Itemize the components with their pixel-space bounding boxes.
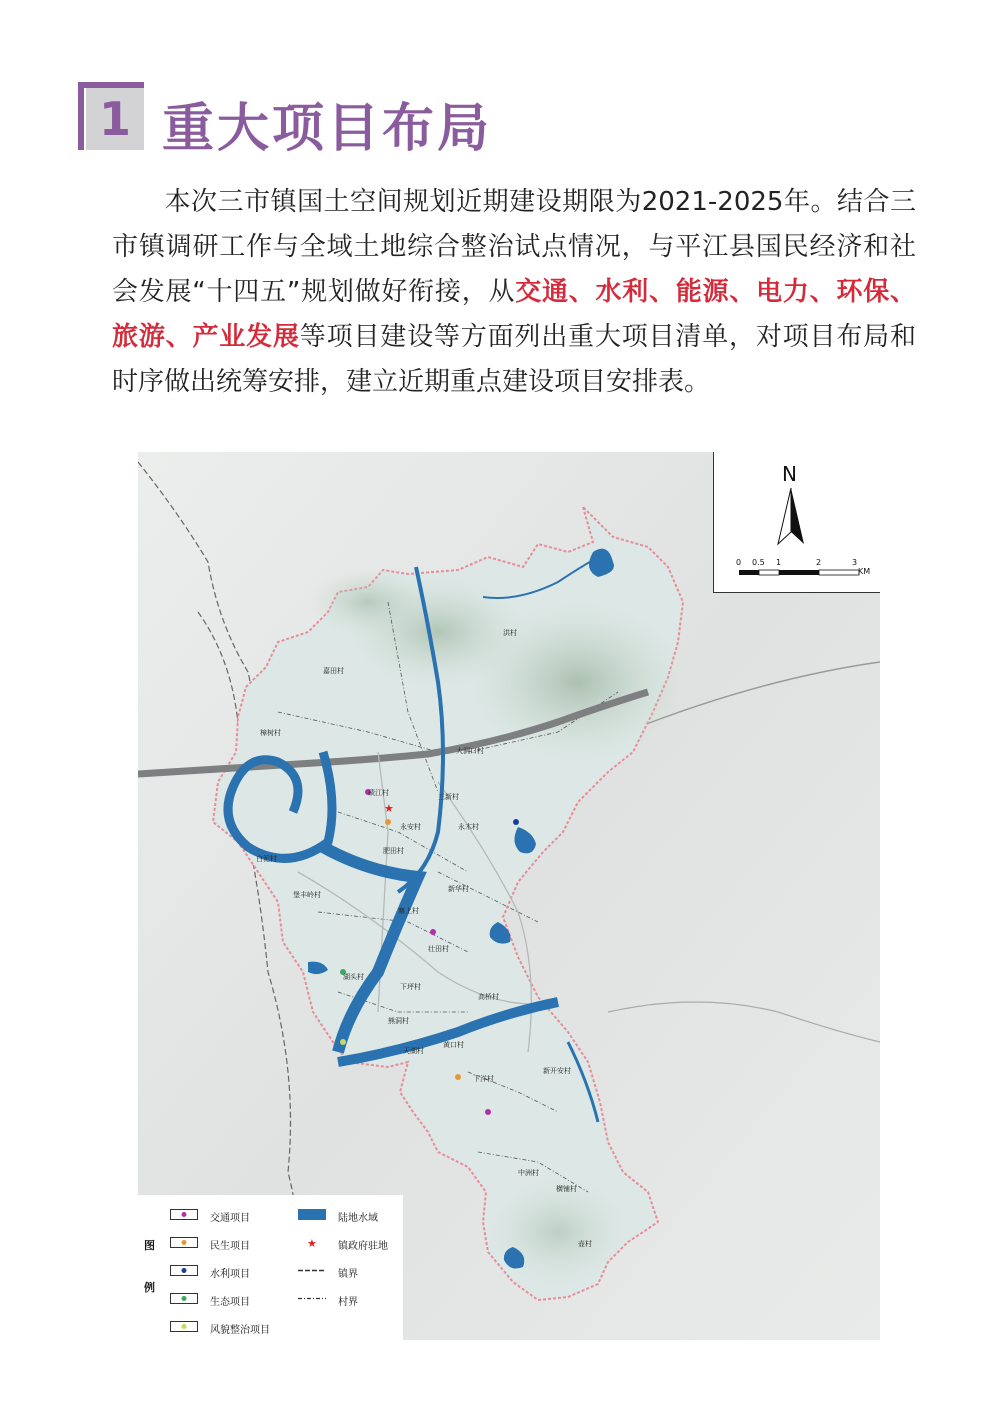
village-label: 下洋村 <box>473 1075 494 1083</box>
village-label: 高桥村 <box>478 993 499 1001</box>
village-label: 永木村 <box>458 823 479 831</box>
village-boundary-icon <box>298 1293 326 1304</box>
village-label: 新开安村 <box>543 1067 571 1075</box>
north-arrow-icon <box>714 452 880 592</box>
village-label: 熊洞村 <box>388 1017 409 1025</box>
village-label: 壮田村 <box>428 945 449 953</box>
appearance-project-icon <box>170 1321 198 1332</box>
star-icon <box>298 1237 326 1248</box>
water-project-icon <box>170 1265 198 1276</box>
hill-shade-3 <box>308 567 428 637</box>
map-legend: 图 例 交通项目 民生项目 水利项目 生态项目 风貌整治项目 陆地水域 ★ 镇政府驻地 镇界 村界 <box>138 1195 403 1340</box>
livelihood-project-icon <box>170 1237 198 1248</box>
transport-project-marker <box>485 1109 491 1115</box>
village-label: 樟树村 <box>260 729 281 737</box>
village-label: 下坪村 <box>400 983 421 991</box>
waterbody-icon <box>298 1209 326 1220</box>
village-label: 堡丰岭村 <box>293 891 321 899</box>
legend-title-char: 图 <box>144 1239 155 1252</box>
scale-tick: 0 <box>736 558 742 567</box>
village-label: 永安村 <box>400 823 421 831</box>
village-label: 壶村 <box>578 1240 592 1248</box>
scale-unit: KM <box>858 567 871 576</box>
village-label: 白泥村 <box>256 855 277 863</box>
north-label: N <box>782 462 797 486</box>
section-number: 1 <box>86 88 144 150</box>
transport-project-icon <box>170 1209 198 1220</box>
village-label: 洪村 <box>503 629 517 637</box>
legend-title-char: 例 <box>144 1281 155 1294</box>
section-number-badge <box>78 82 144 150</box>
town-boundary-icon <box>298 1265 326 1276</box>
village-label: 湖头村 <box>343 973 364 981</box>
village-label: 大洞口村 <box>456 747 484 755</box>
svg-text:★: ★ <box>307 1237 317 1248</box>
scale-tick: 0.5 <box>752 558 765 567</box>
village-label: 肥田村 <box>383 847 404 855</box>
ecology-project-icon <box>170 1293 198 1304</box>
village-label: 寨上村 <box>398 907 419 915</box>
village-label: 碛江村 <box>368 789 389 797</box>
transport-project-marker <box>430 929 436 935</box>
scale-tick: 1 <box>776 558 782 567</box>
intro-paragraph <box>112 180 916 405</box>
village-label: 三新村 <box>438 793 459 801</box>
village-label: 横铺村 <box>556 1185 577 1193</box>
appearance-project-marker <box>340 1039 346 1045</box>
project-layout-map <box>138 452 880 1340</box>
village-label: 嘉田村 <box>323 667 344 675</box>
village-label: 天湖村 <box>403 1047 424 1055</box>
livelihood-project-marker <box>455 1074 461 1080</box>
village-label: 中洲村 <box>518 1169 539 1177</box>
intro-text-1: 本次三市镇国土空间规划近期建设期限为2021-2025年。结合三市镇调研工作与全域土地综合整治试点情况，与平江县国民经济和社会发展“十四五”规划做好衔接，从 <box>112 187 916 307</box>
north-arrow-box <box>713 452 880 593</box>
intro-text-2: 等项目建设等方面列出重大项目清单，对项目布局和时序做出统筹安排，建立近期重点建设项目安排表。 <box>112 322 916 397</box>
intro-highlight: 交通、水利、能源、电力、环保、旅游、产业发展 <box>112 277 916 352</box>
village-label: 新华村 <box>448 885 469 893</box>
village-label: 黄口村 <box>443 1041 464 1049</box>
livelihood-project-marker <box>385 819 391 825</box>
water-project-marker <box>513 819 519 825</box>
scale-tick: 2 <box>816 558 822 567</box>
scale-tick: 3 <box>852 558 858 567</box>
town-government-marker: ★ <box>384 802 394 815</box>
section-title: 重大项目布局 <box>162 99 493 159</box>
